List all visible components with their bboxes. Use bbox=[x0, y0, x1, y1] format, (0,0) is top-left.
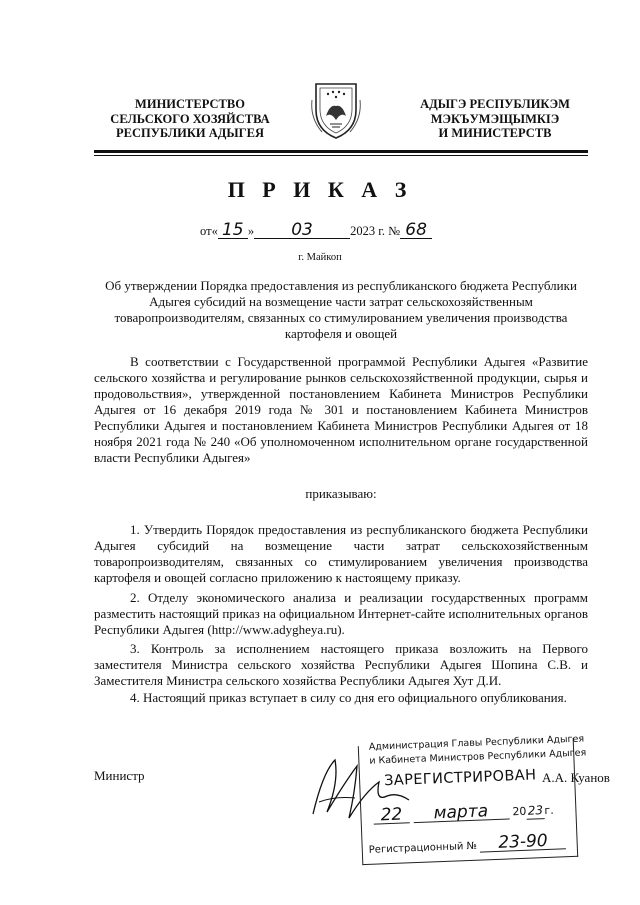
city-line: г. Майкоп bbox=[298, 252, 342, 263]
header-left-line-2: СЕЛЬСКОГО ХОЗЯЙСТВА bbox=[110, 111, 270, 126]
header-left-line-1: МИНИСТЕРСТВО bbox=[135, 97, 245, 111]
header-divider-thick bbox=[94, 150, 588, 153]
stamp-reg-line bbox=[368, 832, 566, 857]
stamp-line-2: и Кабинета Министров Республики Адыгея bbox=[369, 747, 587, 767]
date-day-handwritten: 15 bbox=[218, 222, 248, 239]
stamp-day-handwritten: 22 bbox=[373, 806, 410, 824]
number-sign: № bbox=[388, 224, 401, 238]
header-divider-thin bbox=[94, 155, 588, 156]
document-title: П Р И К А З bbox=[227, 177, 413, 202]
stamp-reg-number-handwritten: 23-90 bbox=[480, 832, 567, 852]
stamp-date-line bbox=[373, 800, 570, 826]
order-item-2: 2. Отделу экономического анализа и реализации государственных программ разместить настоящий приказ на официальном Интернет-сайте исполнительных органов Республики Адыгея (http://www.adygheya.ru). bbox=[94, 590, 588, 637]
signer-position: Министр bbox=[94, 768, 145, 783]
date-month-handwritten: 03 bbox=[254, 222, 350, 239]
date-quote-open: « bbox=[211, 224, 218, 238]
signer-name: А.А. Куанов bbox=[542, 770, 610, 785]
header-right-line-2: МЭКЪУМЭЩЫМКІЭ bbox=[430, 111, 560, 126]
stamp-line-1: Администрация Главы Республики Адыгея bbox=[368, 733, 585, 753]
ministry-header-adyghe bbox=[415, 97, 575, 141]
stamp-registered: ЗАРЕГИСТРИРОВАН bbox=[383, 767, 537, 790]
stamp-month-handwritten: марта bbox=[413, 802, 510, 823]
order-subject: Об утверждении Порядка предоставления из республиканского бюджета Республики Адыгея субсидий на возмещение части затрат сельскохозяйственным товаропроизводителям, связанных со стимулированием увеличения производства картофеля и овощей bbox=[105, 278, 577, 341]
ministry-header-russian bbox=[100, 97, 280, 141]
registration-stamp bbox=[358, 733, 587, 865]
header-right-line-3: И МИНИСТЕРСТВ bbox=[438, 126, 552, 140]
coat-of-arms-emblem bbox=[308, 80, 364, 142]
order-item-3: 3. Контроль за исполнением настоящего приказа возложить на Первого заместителя Министра сельского хозяйства Республики Адыгея Шопина С.В. и Заместителя Министра сельского хозяйства Республики Адыгея Хут Д.И. bbox=[94, 641, 588, 688]
date-quote-close: » bbox=[247, 224, 255, 238]
order-item-4: 4. Настоящий приказ вступает в силу со дня его официального опубликования. bbox=[130, 690, 567, 705]
date-prefix: от bbox=[200, 224, 212, 238]
header-right-line-1: АДЫГЭ РЕСПУБЛИКЭМ bbox=[420, 97, 570, 111]
header-left-line-3: РЕСПУБЛИКИ АДЫГЕЯ bbox=[115, 126, 265, 140]
order-item-1: 1. Утвердить Порядок предоставления из республиканского бюджета Республики Адыгея субсидий на возмещение части затрат сельскохозяйственным товаропроизводителям, связанных со стимулированием увеличения производства картофеля и овощей согласно приложению к настоящему приказу. bbox=[94, 522, 588, 585]
stamp-year-prefix: 20 bbox=[512, 804, 527, 819]
preamble-paragraph: В соответствии с Государственной программой Республики Адыгея «Развитие сельского хозяйства и регулирование рынков сельскохозяйственной продукции, сырья и продовольствия», утвержденной постановлением Кабинета Министров Республики Адыгея от 16 декабря 2019 года № 301 и постановлением Кабинета Министров Республики Адыгея и постановлением Кабинета Министров Республики Адыгея от 18 ноября 2021 года № 240 «Об уполномоченном исполнительном органе государственной власти Республики Адыгея» bbox=[94, 354, 588, 465]
stamp-year-g: г. bbox=[544, 803, 554, 818]
date-and-number-line bbox=[200, 222, 500, 239]
order-word: приказываю: bbox=[305, 486, 377, 501]
date-year: 2023 г. bbox=[350, 224, 386, 238]
stamp-reg-label: Регистрационный № bbox=[368, 840, 478, 856]
stamp-year-handwritten: 23 bbox=[526, 802, 545, 820]
order-number-handwritten: 68 bbox=[400, 222, 432, 239]
